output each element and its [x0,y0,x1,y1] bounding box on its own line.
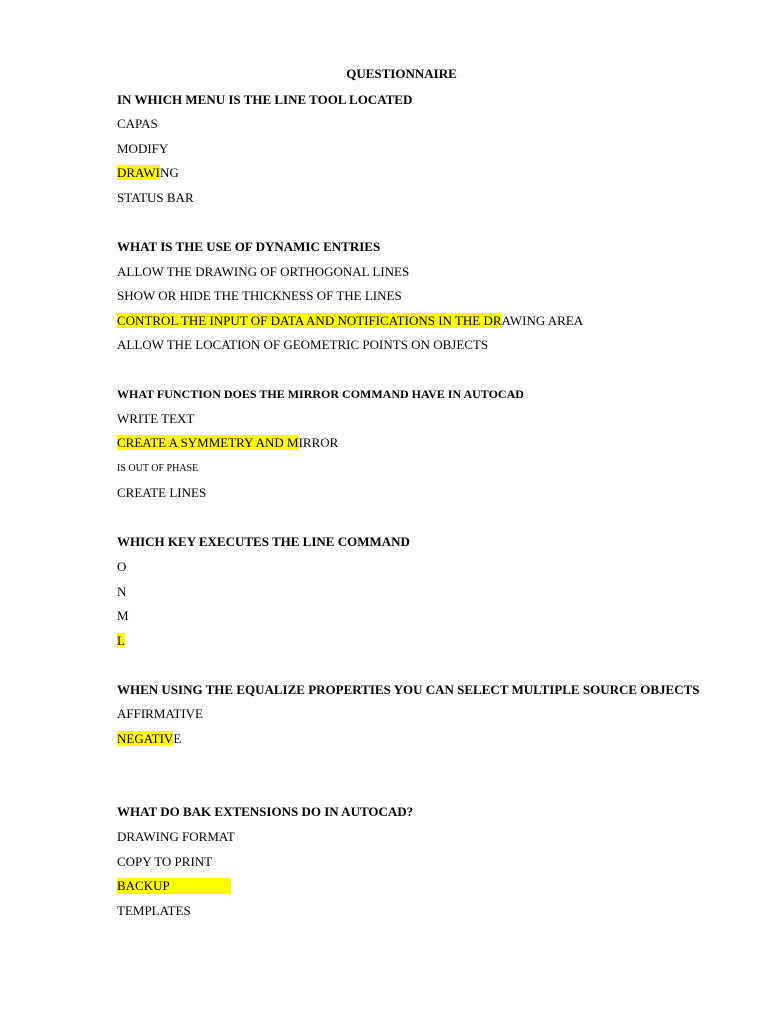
answer-option: DRAWING FORMAT [117,829,235,844]
answer-option: WRITE TEXT [117,411,195,426]
highlighted-answer-text: CREATE A SYMMETRY AND M [117,435,299,450]
answer-option: CAPAS [117,116,158,131]
answer-option: STATUS BAR [117,190,194,205]
answer-option: MODIFY [117,141,169,156]
answer-option: ALLOW THE DRAWING OF ORTHOGONAL LINES [117,264,410,279]
answer-option: O [117,559,127,574]
highlighted-answer-text: NEGATIV [117,731,174,746]
answer-option-highlighted [117,313,583,329]
question-4: WHICH KEY EXECUTES THE LINE COMMAND [117,534,410,549]
answer-text-rest: E [173,731,182,746]
answer-option-highlighted [117,731,181,747]
answer-option: IS OUT OF PHASE [117,463,199,474]
answer-option: N [117,584,127,599]
answer-option: COPY TO PRINT [117,854,213,869]
answer-option-highlighted [117,165,179,181]
answer-option: CREATE LINES [117,485,207,500]
answer-option: M [117,608,129,623]
highlighted-answer-text: CONTROL THE INPUT OF DATA AND NOTIFICATIONS IN THE DR [117,313,502,328]
answer-text-rest: IRROR [298,435,339,450]
answer-option: TEMPLATES [117,903,191,918]
highlighted-answer-text: BACKUP [117,878,231,894]
highlighted-answer-text: DRAWI [117,165,161,180]
answer-option: ALLOW THE LOCATION OF GEOMETRIC POINTS ON OBJECTS [117,337,489,352]
question-5: WHEN USING THE EQUALIZE PROPERTIES YOU CAN SELECT MULTIPLE SOURCE OBJECTS [117,682,700,697]
answer-option-highlighted [117,633,125,649]
question-1: IN WHICH MENU IS THE LINE TOOL LOCATED [117,92,413,107]
question-3: WHAT FUNCTION DOES THE MIRROR COMMAND HAVE IN AUTOCAD [117,387,524,401]
answer-option: AFFIRMATIVE [117,706,203,721]
question-6: WHAT DO BAK EXTENSIONS DO IN AUTOCAD? [117,804,414,819]
answer-option: SHOW OR HIDE THE THICKNESS OF THE LINES [117,288,402,303]
answer-option-highlighted [117,435,338,451]
answer-text-rest: AWING AREA [501,313,584,328]
answer-option-highlighted [117,878,231,894]
highlighted-answer-text: L [117,633,125,648]
answer-text-rest: NG [160,165,179,180]
question-2: WHAT IS THE USE OF DYNAMIC ENTRIES [117,239,381,254]
page-title: QUESTIONNAIRE [346,66,457,81]
